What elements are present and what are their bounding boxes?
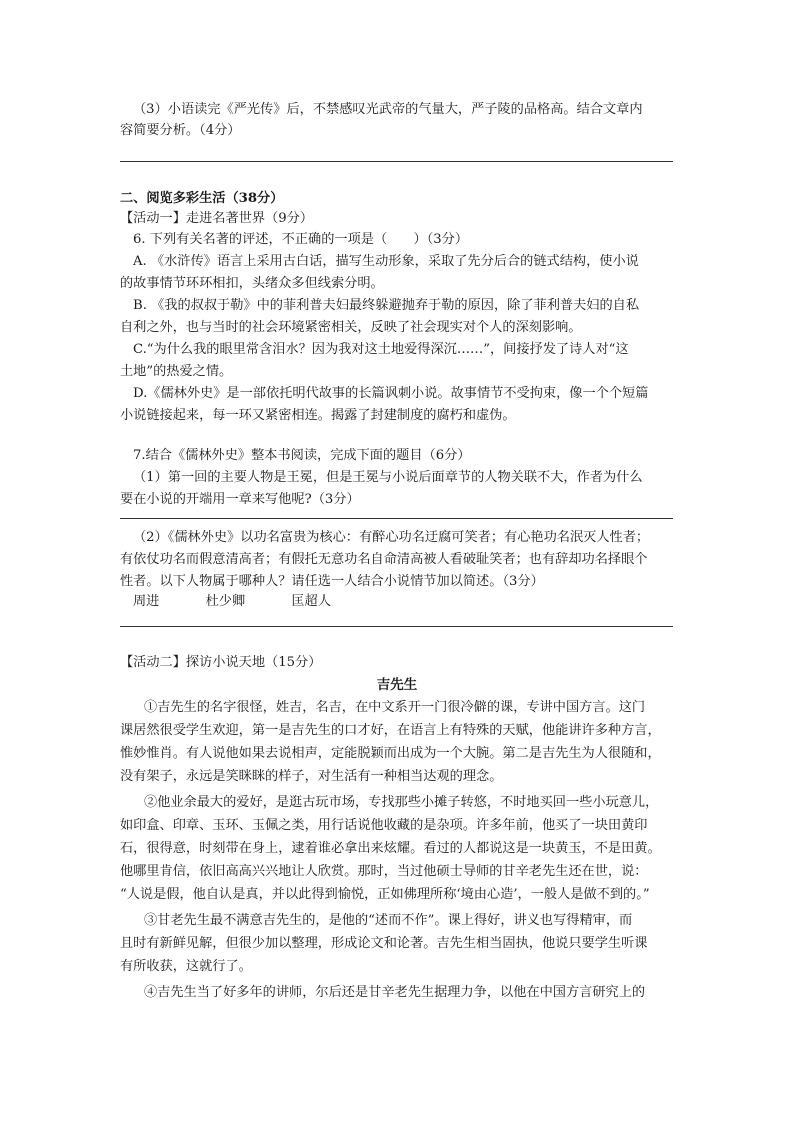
article-line: ②他业余最大的爱好，是逛古玩市场，专找那些小摊子转悠，不时地买回一些小玩意儿， — [144, 795, 659, 810]
article-line: 有所收获，这就行了。 — [120, 959, 252, 974]
article-title: 吉先生 — [376, 677, 418, 693]
article-line: 惟妙惟肖。有人说他如果去说相声，定能脱颖而出成为一个大腕。第二是吉先生为人很随和， — [120, 746, 661, 761]
q7-part2-line-1: （2）《儒林外史》以功名富贵为核心：有醉心功名迂腐可笑者；有心艳功名泯灭人性者； — [133, 530, 650, 545]
character-name: 匡超人 — [291, 594, 331, 609]
article-line: 课居然很受学生欢迎，第一是吉先生的口才好，在语言上有特殊的天赋，他能讲许多种方言， — [120, 723, 661, 738]
answer-line — [120, 626, 673, 627]
character-name: 周进 — [133, 594, 160, 609]
article-line: 石，很得意，时刻带在身上，逮着谁必拿出来炫耀。看过的人都说这是一块黄玉，不是田黄。 — [120, 841, 661, 856]
q7-part1-line-2: 要在小说的开端用一章来写他呢?（3分） — [120, 492, 360, 507]
article-line: ①吉先生的名字很怪，姓吉，名吉，在中文系开一门很冷僻的课，专讲中国方言。这门 — [144, 700, 646, 715]
q6-option-a-line-2: 的故事情节环环相扣，头绪众多但线索分明。 — [120, 276, 384, 291]
activity-two-heading: 【活动二】探访小说天地（15分） — [120, 655, 322, 670]
character-name: 杜少卿 — [205, 594, 246, 609]
q6-option-a-line-1: A. 《水浒传》语言上采用古白话，描写生动形象，采取了先分后合的链式结构，使小说 — [133, 254, 639, 269]
q6-option-c-line-1: C.“为什么我的眼里常含泪水？因为我对这土地爱得深沉……”，间接抒发了诗人对“这 — [133, 342, 629, 357]
q6-option-b-line-1: B. 《我的叔叔于勒》中的菲利普夫妇最终躲避抛弃于勒的原因，除了菲利普夫妇的自私 — [133, 298, 640, 313]
q3-line-1: （3）小语读完《严光传》后，不禁感叹光武帝的气量大，严子陵的品格高。结合文章内 — [133, 102, 643, 117]
q7-part2-line-2: 有依仗功名而假意清高者；有假托无意功名自命清高被人看破耻笑者；也有辞却功名择眼个 — [120, 552, 648, 567]
article-line: 没有架子，永远是笑眯眯的样子，对生活有一种相当达观的理念。 — [120, 769, 503, 784]
article-line: “人说是假，他自认是真，并以此得到愉悦，正如佛理所称‘境由心造’，一般人是做不到的。” — [120, 887, 650, 902]
article-line: ④吉先生当了好多年的讲师，尔后还是甘辛老先生据理力争，以他在中国方言研究上的 — [144, 985, 646, 1000]
article-line: 他哪里肯信，依旧高高兴兴地让人欣赏。那时，当过他硕士导师的甘辛老先生还在世，说： — [120, 864, 648, 879]
q3-line-2: 容简要分析。（4分） — [120, 123, 241, 138]
activity-one-heading: 【活动一】走进名著世界（9分） — [120, 211, 314, 226]
article-line: ③甘老先生最不满意吉先生的，是他的“述而不作”。课上得好，讲义也写得精审，而 — [144, 913, 633, 928]
article-line: 如印盒、印章、玉环、玉佩之类，用行话说他收藏的是杂项。许多年前，他买了一块田黄印 — [120, 818, 648, 833]
answer-line — [120, 518, 673, 519]
answer-line — [120, 161, 673, 162]
article-line: 且时有新鲜见解，但很少加以整理，形成论文和论著。吉先生相当固执，他说只要学生听课 — [120, 936, 648, 951]
q7-stem: 7.结合《儒林外史》整本书阅读，完成下面的题目（6分） — [133, 448, 471, 463]
section-heading: 二、阅览多彩生活（38分） — [120, 191, 284, 206]
q6-option-d-line-2: 小说链接起来，每一环又紧密相连。揭露了封建制度的腐朽和虚伪。 — [120, 408, 516, 423]
q6-option-c-line-2: 土地”的热爱之情。 — [120, 364, 233, 379]
q7-part1-line-1: （1）第一回的主要人物是王冕，但是王冕与小说后面章节的人物关联不大，作者为什么 — [133, 470, 643, 485]
q6-stem: 6. 下列有关名著的评述，不正确的一项是（ ）（3分） — [133, 232, 469, 247]
character-names — [133, 592, 373, 612]
q6-option-d-line-1: D.《儒林外史》是一部依托明代故事的长篇讽刺小说。故事情节不受拘束，像一个个短篇 — [133, 386, 649, 401]
q7-part2-line-3: 性者。以下人物属于哪种人？请任选一人结合小说情节加以简述。（3分） — [120, 574, 544, 589]
q6-option-b-line-2: 自利之外，也与当时的社会环境紧密相关，反映了社会现实对个人的深刻影响。 — [120, 320, 582, 335]
